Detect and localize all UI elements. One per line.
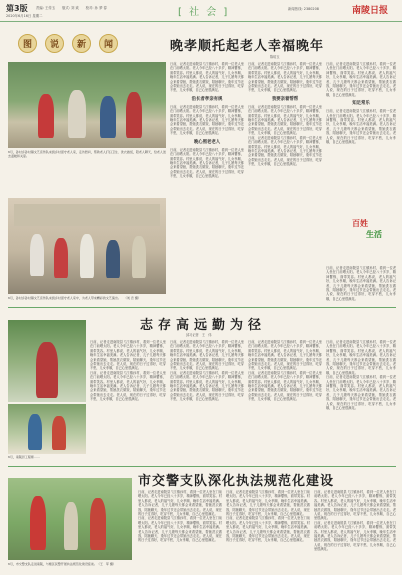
page-number: 第3版 <box>6 4 28 13</box>
body-text: 日前，记者走进南陵县弋江镇孙村，看到一位老人坐在门前晒太阳。老人今年已经八十多岁，精神矍铄，面带笑容。村里人都说，老人的福气好，儿女孝顺，晚年生活幸福美满。老人告诉记者，儿子儿媳每天都会来看望她，帮她洗衣做饭，陪她聊天，逢年过节还会带她出去走走。老人说，现在的日子过得好，吃穿不愁，儿女孝顺，自己心里很满足。 <box>326 375 396 411</box>
article2-col-2 <box>170 340 244 464</box>
editor-meta: 责编: 王传玉 版式: 刘 欢 校对: 孙 梦 春 <box>36 6 107 10</box>
body-text: 日前，记者走进南陵县弋江镇孙村，看到一位老人坐在门前晒太阳。老人今年已经八十多岁，精神矍铄，面带笑容。村里人都说，老人的福气好，儿女孝顺，晚年生活幸福美满。老人告诉记者，儿子儿媳每天都会来看望她，帮她洗衣做饭，陪她聊天，逢年过节还会带她出去走走。老人说，现在的日子过得好，吃穿不愁，儿女孝顺，自己心里很满足。 <box>314 520 396 552</box>
banner-char: 新 <box>72 34 91 53</box>
subhead: 沿长者孝亲有规 <box>191 96 223 102</box>
section-tag: [ 社 会 ] <box>178 7 230 18</box>
article3-col-1 <box>138 490 222 572</box>
photo-caption-2: 6月，孙村乡孙村镇文艺宣传队来到乡村留守老人家中，为老人带来精彩的文艺演出。 （刘 忠 摄） <box>8 296 141 300</box>
column-badge <box>352 218 396 262</box>
subhead: 晚心照老老人 <box>193 139 221 145</box>
body-text: 日前，记者走进南陵县弋江镇孙村，看到一位老人坐在门前晒太阳。老人今年已经八十多岁，精神矍铄，面带笑容。村里人都说，老人的福气好，儿女孝顺，晚年生活幸福美满。老人告诉记者，儿子儿媳每天都会来看望她，帮她洗衣做饭，陪她聊天，逢年过节还会带她出去走走。老人说，现在的日子过得好，吃穿不愁，儿女孝顺，自己心里很满足。 <box>170 104 244 136</box>
banner-char: 说 <box>45 34 64 53</box>
body-text: 日前，记者走进南陵县弋江镇孙村，看到一位老人坐在门前晒太阳。老人今年已经八十多岁，精神矍铄，面带笑容。村里人都说，老人的福气好，儿女孝顺，晚年生活幸福美满。老人告诉记者，儿子儿媳每天都会来看望她，帮她洗衣做饭，陪她聊天，逢年过节还会带她出去走走。老人说，现在的日子过得好，吃穿不愁，儿女孝顺，自己心里很满足。 <box>138 490 222 517</box>
body-text: 日前，记者走进南陵县弋江镇孙村，看到一位老人坐在门前晒太阳。老人今年已经八十多岁，精神矍铄，面带笑容。村里人都说，老人的福气好，儿女孝顺，晚年生活幸福美满。老人告诉记者，儿子儿媳每天都会来看望她，帮她洗衣做饭，陪她聊天，逢年过节还会带她出去走走。老人说，现在的日子过得好，吃穿不愁，儿女孝顺，自己心里很满足。 <box>326 62 396 97</box>
body-text: 日前，记者走进南陵县弋江镇孙村，看到一位老人坐在门前晒太阳。老人今年已经八十多岁，精神矍铄，面带笑容。村里人都说，老人的福气好，儿女孝顺，晚年生活幸福美满。老人告诉记者，儿子儿媳每天都会来看望她，帮她洗衣做饭，陪她聊天，逢年过节还会带她出去走走。老人说，现在的日子过得好，吃穿不愁，儿女孝顺，自己心里很满足。 <box>226 516 310 543</box>
body-text: 日前，记者走进南陵县弋江镇孙村，看到一位老人坐在门前晒太阳。老人今年已经八十多岁，精神矍铄，面带笑容。村里人都说，老人的福气好，儿女孝顺，晚年生活幸福美满。老人告诉记者，儿子儿媳每天都会来看望她，帮她洗衣做饭，陪她聊天，逢年过节还会带她出去走走。老人说，现在的日子过得好，吃穿不愁，儿女孝顺，自己心里很满足。 <box>170 340 244 371</box>
body-text: 日前，记者走进南陵县弋江镇孙村，看到一位老人坐在门前晒太阳。老人今年已经八十多岁，精神矍铄，面带笑容。村里人都说，老人的福气好，儿女孝顺，晚年生活幸福美满。老人告诉记者，儿子儿媳每天都会来看望她，帮她洗衣做饭，陪她聊天，逢年过节还会带她出去走走。老人说，现在的日子过得好，吃穿不愁，儿女孝顺，自己心里很满足。 <box>170 62 244 93</box>
body-text: 日前，记者走进南陵县弋江镇孙村，看到一位老人坐在门前晒太阳。老人今年已经八十多岁，精神矍铄，面带笑容。村里人都说，老人的福气好，儿女孝顺，晚年生活幸福美满。老人告诉记者，儿子儿媳每天都会来看望她，帮她洗衣做饭，陪她聊天，逢年过节还会带她出去走走。老人说，现在的日子过得好，吃穿不愁，儿女孝顺，自己心里很满足。 <box>138 516 222 543</box>
photo-caption-4: 6月，市交警支队走进南陵，与辖区民警开展执法规范化建设座谈。 （王 军 摄） <box>8 562 116 566</box>
body-text: 日前，记者走进南陵县弋江镇孙村，看到一位老人坐在门前晒太阳。老人今年已经八十多岁，精神矍铄，面带笑容。村里人都说，老人的福气好，儿女孝顺，晚年生活幸福美满。老人告诉记者，儿子儿媳每天都会来看望她，帮她洗衣做饭，陪她聊天，逢年过节还会带她出去走走。老人说，现在的日子过得好，吃穿不愁，儿女孝顺，自己心里很满足。 <box>248 62 322 93</box>
badge-bottom: 生活 <box>366 229 382 239</box>
body-text: 日前，记者走进南陵县弋江镇孙村，看到一位老人坐在门前晒太阳。老人今年已经八十多岁，精神矍铄，面带笑容。村里人都说，老人的福气好，儿女孝顺，晚年生活幸福美满。老人告诉记者，儿子儿媳每天都会来看望她，帮她洗衣做饭，陪她聊天，逢年过节还会带她出去走走。老人说，现在的日子过得好，吃穿不愁，儿女孝顺，自己心里很满足。 <box>326 266 396 301</box>
article3-col-2 <box>226 490 310 572</box>
body-text: 日前，记者走进南陵县弋江镇孙村，看到一位老人坐在门前晒太阳。老人今年已经八十多岁，精神矍铄，面带笑容。村里人都说，老人的福气好，儿女孝顺，晚年生活幸福美满。老人告诉记者，儿子儿媳每天都会来看望她，帮她洗衣做饭，陪她聊天，逢年过节还会带她出去走走。老人说，现在的日子过得好，吃穿不愁，儿女孝顺，自己心里很满足。 <box>90 340 166 371</box>
banner-char: 闻 <box>99 34 118 53</box>
article2-col-1 <box>90 340 166 464</box>
photo-article2-b <box>8 404 86 454</box>
body-text: 日前，记者走进南陵县弋江镇孙村，看到一位老人坐在门前晒太阳。老人今年已经八十多岁，精神矍铄，面带笑容。村里人都说，老人的福气好，儿女孝顺，晚年生活幸福美满。老人告诉记者，儿子儿媳每天都会来看望她，帮她洗衣做饭，陪她聊天，逢年过节还会带她出去走走。老人说，现在的日子过得好，吃穿不愁，儿女孝顺，自己心里很满足。 <box>170 370 244 402</box>
photo-caption-1: 6月，孙村乡孙村镇文艺宣传队来到乡村留守老人家，走访慰问，帮助老人打扫卫生、洗衣做饭，陪老人聊天，给老人送去温暖和关爱。 <box>8 150 166 158</box>
article2-col-4 <box>326 340 396 464</box>
page-header <box>0 0 402 22</box>
body-text: 日前，记者走进南陵县弋江镇孙村，看到一位老人坐在门前晒太阳。老人今年已经八十多岁，精神矍铄，面带笑容。村里人都说，老人的福气好，儿女孝顺，晚年生活幸福美满。老人告诉记者，儿子儿媳每天都会来看望她，帮她洗衣做饭，陪她聊天，逢年过节还会带她出去走走。老人说，现在的日子过得好，吃穿不愁，儿女孝顺，自己心里很满足。 <box>248 135 322 167</box>
feature-col-1 <box>170 62 244 294</box>
feature-col-3-tail <box>326 266 396 301</box>
picture-news-banner <box>18 34 118 53</box>
feature-byline: 陈绍玉 <box>270 55 280 59</box>
badge-top: 百姓 <box>352 218 368 228</box>
banner-char: 图 <box>18 34 37 53</box>
photo-traffic-police <box>8 478 132 560</box>
section-divider <box>8 307 396 308</box>
article3-col-3 <box>314 490 396 572</box>
feature-title: 晚孝顺托起老人幸福晚年 <box>170 39 325 54</box>
article3-title: 市交警支队深化执法规范化建设 <box>138 474 335 489</box>
body-text: 日前，记者走进南陵县弋江镇孙村，看到一位老人坐在门前晒太阳。老人今年已经八十多岁，精神矍铄，面带笑容。村里人都说，老人的福气好，儿女孝顺，晚年生活幸福美满。老人告诉记者，儿子儿媳每天都会来看望她，帮她洗衣做饭，陪她聊天，逢年过节还会带她出去走走。老人说，现在的日子过得好，吃穿不愁，儿女孝顺，自己心里很满足。 <box>226 490 310 517</box>
body-text: 日前，记者走进南陵县弋江镇孙村，看到一位老人坐在门前晒太阳。老人今年已经八十多岁，精神矍铄，面带笑容。村里人都说，老人的福气好，儿女孝顺，晚年生活幸福美满。老人告诉记者，儿子儿媳每天都会来看望她，帮她洗衣做饭，陪她聊天，逢年过节还会带她出去走走。老人说，现在的日子过得好，吃穿不愁，儿女孝顺，自己心里很满足。 <box>248 340 322 371</box>
body-text: 日前，记者走进南陵县弋江镇孙村，看到一位老人坐在门前晒太阳。老人今年已经八十多岁，精神矍铄，面带笑容。村里人都说，老人的福气好，儿女孝顺，晚年生活幸福美满。老人告诉记者，儿子儿媳每天都会来看望她，帮她洗衣做饭，陪她聊天，逢年过节还会带她出去走走。老人说，现在的日子过得好，吃穿不愁，儿女孝顺，自己心里很满足。 <box>90 370 166 402</box>
masthead-logo: 南陵日报 <box>352 6 389 16</box>
body-text: 日前，记者走进南陵县弋江镇孙村，看到一位老人坐在门前晒太阳。老人今年已经八十多岁，精神矍铄，面带笑容。村里人都说，老人的福气好，儿女孝顺，晚年生活幸福美满。老人告诉记者，儿子儿媳每天都会来看望她，帮她洗衣做饭，陪她聊天，逢年过节还会带她出去走走。老人说，现在的日子过得好，吃穿不愁，儿女孝顺，自己心里很满足。 <box>326 109 396 145</box>
subhead: 我要亲着帮帮 <box>271 96 299 102</box>
body-text: 日前，记者走进南陵县弋江镇孙村，看到一位老人坐在门前晒太阳。老人今年已经八十多岁，精神矍铄，面带笑容。村里人都说，老人的福气好，儿女孝顺，晚年生活幸福美满。老人告诉记者，儿子儿媳每天都会来看望她，帮她洗衣做饭，陪她聊天，逢年过节还会带她出去走走。老人说，现在的日子过得好，吃穿不愁，儿女孝顺，自己心里很满足。 <box>326 340 396 375</box>
article2-col-3 <box>248 340 322 464</box>
article2-byline: 邱习记者 王 伟 <box>186 333 212 337</box>
feature-col-3 <box>326 62 396 214</box>
section-divider <box>8 466 396 467</box>
body-text: 日前，记者走进南陵县弋江镇孙村，看到一位老人坐在门前晒太阳。老人今年已经八十多岁，精神矍铄，面带笑容。村里人都说，老人的福气好，儿女孝顺，晚年生活幸福美满。老人告诉记者，儿子儿媳每天都会来看望她，帮她洗衣做饭，陪她聊天，逢年过节还会带她出去走走。老人说，现在的日子过得好，吃穿不愁，儿女孝顺，自己心里很满足。 <box>248 370 322 402</box>
photo-performance <box>8 198 166 294</box>
photo-caption-3: 6月，南陵县工程师…… <box>8 455 40 459</box>
body-text: 日前，记者走进南陵县弋江镇孙村，看到一位老人坐在门前晒太阳。老人今年已经八十多岁，精神矍铄，面带笑容。村里人都说，老人的福气好，儿女孝顺，晚年生活幸福美满。老人告诉记者，儿子儿媳每天都会来看望她，帮她洗衣做饭，陪她聊天，逢年过节还会带她出去走走。老人说，现在的日子过得好，吃穿不愁，儿女孝顺，自己心里很满足。 <box>248 104 322 136</box>
issue-date: 2020年6月16日 星期二 <box>6 14 43 18</box>
photo-article2-a <box>8 320 86 402</box>
subhead: 知足常乐 <box>352 101 370 107</box>
body-text: 日前，记者走进南陵县弋江镇孙村，看到一位老人坐在门前晒太阳。老人今年已经八十多岁，精神矍铄，面带笑容。村里人都说，老人的福气好，儿女孝顺，晚年生活幸福美满。老人告诉记者，儿子儿媳每天都会来看望她，帮她洗衣做饭，陪她聊天，逢年过节还会带她出去走走。老人说，现在的日子过得好，吃穿不愁，儿女孝顺，自己心里很满足。 <box>314 490 396 521</box>
hotline: 新闻热线: 2380208 <box>288 7 319 11</box>
body-text: 日前，记者走进南陵县弋江镇孙村，看到一位老人坐在门前晒太阳。老人今年已经八十多岁，精神矍铄，面带笑容。村里人都说，老人的福气好，儿女孝顺，晚年生活幸福美满。老人告诉记者，儿子儿媳每天都会来看望她，帮她洗衣做饭，陪她聊天，逢年过节还会带她出去走走。老人说，现在的日子过得好，吃穿不愁，儿女孝顺，自己心里很满足。 <box>170 147 244 179</box>
feature-col-2 <box>248 62 322 294</box>
photo-elderly-visit <box>8 62 166 148</box>
article2-title: 志存高远勤为径 <box>140 318 267 333</box>
